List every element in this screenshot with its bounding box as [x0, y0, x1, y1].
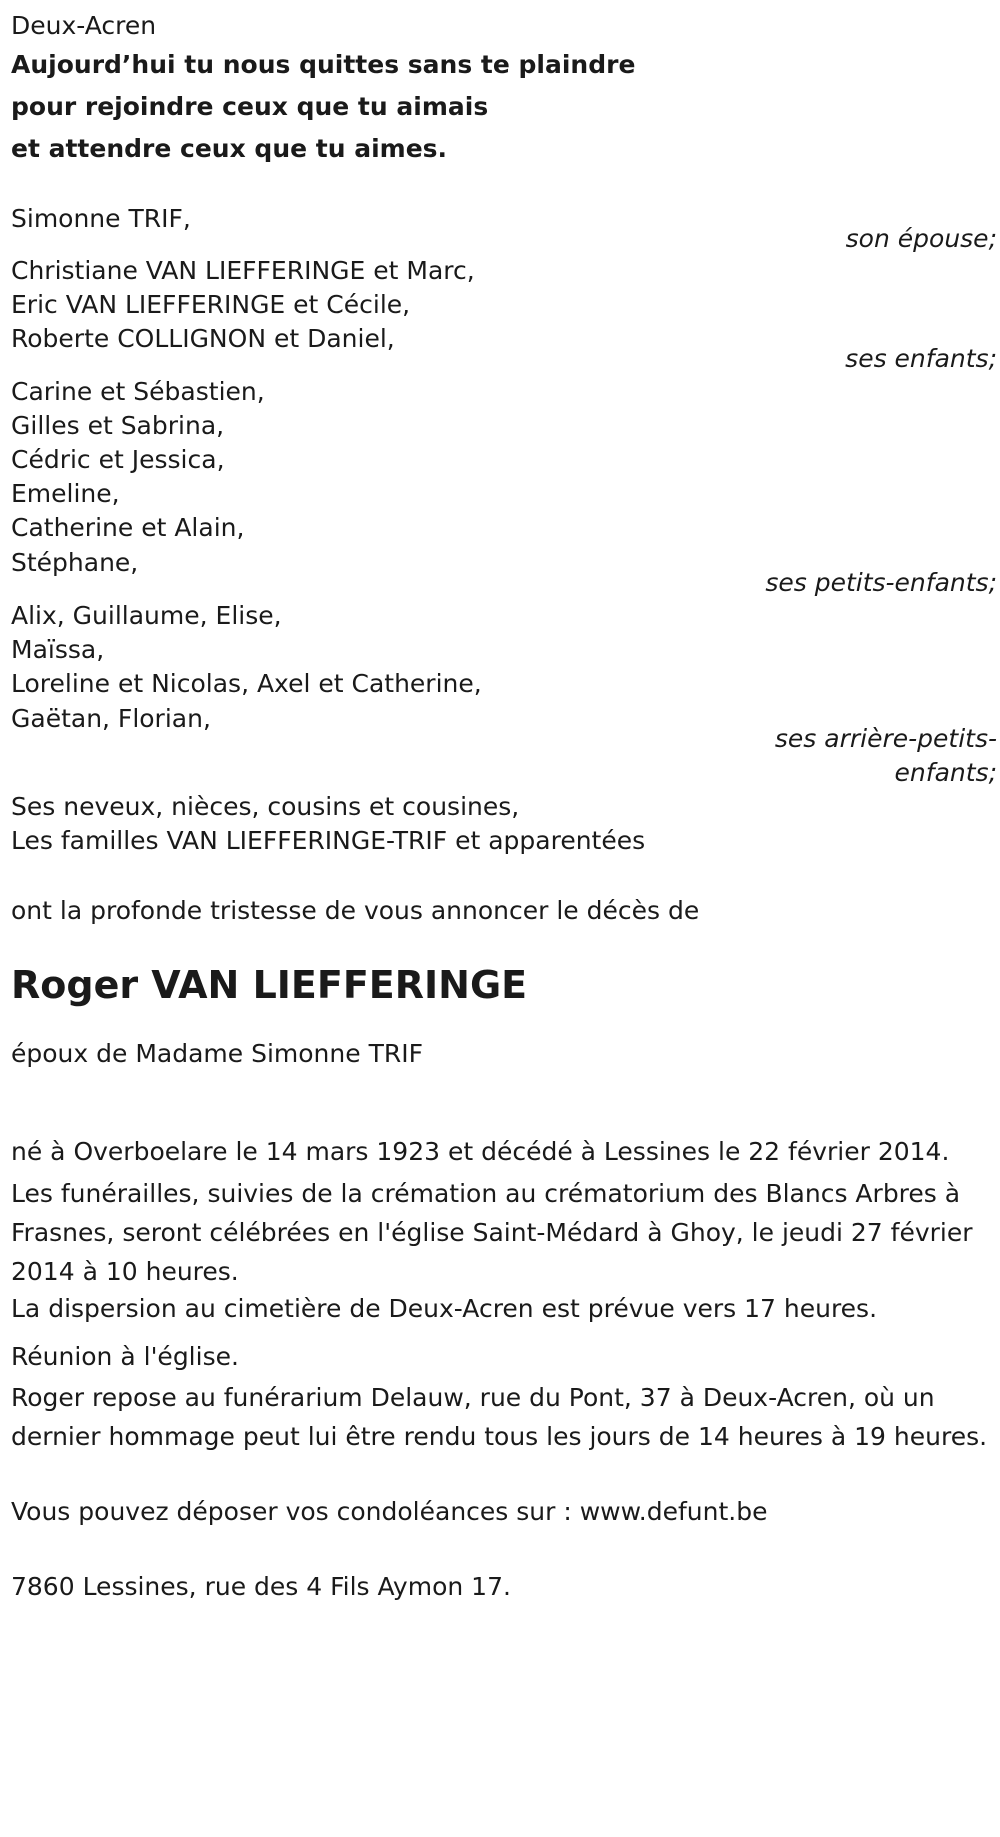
great-grandchild-name: Maïssa, [11, 635, 105, 664]
great-grandchild-name: Alix, Guillaume, Elise, [11, 601, 282, 630]
dispersion-line: La dispersion au cimetière de Deux-Acren est prévue vers 17 heures. [11, 1294, 878, 1323]
great-grandchild-name: Loreline et Nicolas, Axel et Catherine, [11, 669, 482, 698]
grandchildren-role: ses petits-enfants; [765, 568, 997, 597]
spouse-name: Simonne TRIF, [11, 204, 191, 233]
reunion-line: Réunion à l'église. [11, 1342, 239, 1371]
address-line: 7860 Lessines, rue des 4 Fils Aymon 17. [11, 1572, 511, 1601]
poem-line-2: pour rejoindre ceux que tu aimais [11, 92, 489, 121]
funerarium-paragraph: Roger repose au funérarium Delauw, rue du Pont, 37 à Deux-Acren, où un dernier hommage peut lui être rendu tous les jours de 14 heures à 19 heures. [11, 1383, 988, 1451]
great-grandchildren-role-line-1: ses arrière-petits- [774, 724, 997, 753]
child-name: Christiane VAN LIEFFERINGE et Marc, [11, 256, 475, 285]
grandchild-name: Emeline, [11, 479, 120, 508]
birth-death-line: né à Overboelare le 14 mars 1923 et décédé à Lessines le 22 février 2014. [11, 1137, 950, 1166]
location: Deux-Acren [11, 11, 157, 40]
children-role: ses enfants; [845, 344, 997, 373]
great-grandchildren-role-line-2: enfants; [894, 758, 997, 787]
spouse-role: son épouse; [845, 224, 997, 253]
poem-line-3: et attendre ceux que tu aimes. [11, 134, 448, 163]
child-name: Roberte COLLIGNON et Daniel, [11, 324, 395, 353]
condolences-line: Vous pouvez déposer vos condoléances sur : www.defunt.be [11, 1497, 768, 1526]
grandchild-name: Catherine et Alain, [11, 513, 245, 542]
grandchild-name: Stéphane, [11, 548, 139, 577]
deceased-spouse-line: époux de Madame Simonne TRIF [11, 1039, 423, 1068]
grandchild-name: Carine et Sébastien, [11, 377, 265, 406]
grandchild-name: Gilles et Sabrina, [11, 411, 225, 440]
extended-family-line: Ses neveux, nièces, cousins et cousines, [11, 792, 520, 821]
extended-family-line: Les familles VAN LIEFFERINGE-TRIF et apparentées [11, 826, 646, 855]
child-name: Eric VAN LIEFFERINGE et Cécile, [11, 290, 411, 319]
great-grandchild-name: Gaëtan, Florian, [11, 704, 211, 733]
deceased-name: Roger VAN LIEFFERINGE [11, 963, 528, 1007]
poem-line-1: Aujourd’hui tu nous quittes sans te plaindre [11, 50, 636, 79]
announcement-text: ont la profonde tristesse de vous annoncer le décès de [11, 896, 700, 925]
grandchild-name: Cédric et Jessica, [11, 445, 225, 474]
funeral-paragraph: Les funérailles, suivies de la crémation au crématorium des Blancs Arbres à Frasnes, seront célébrées en l'église Saint-Médard à Ghoy, le jeudi 27 février 2014 à 10 heures. [11, 1179, 973, 1286]
